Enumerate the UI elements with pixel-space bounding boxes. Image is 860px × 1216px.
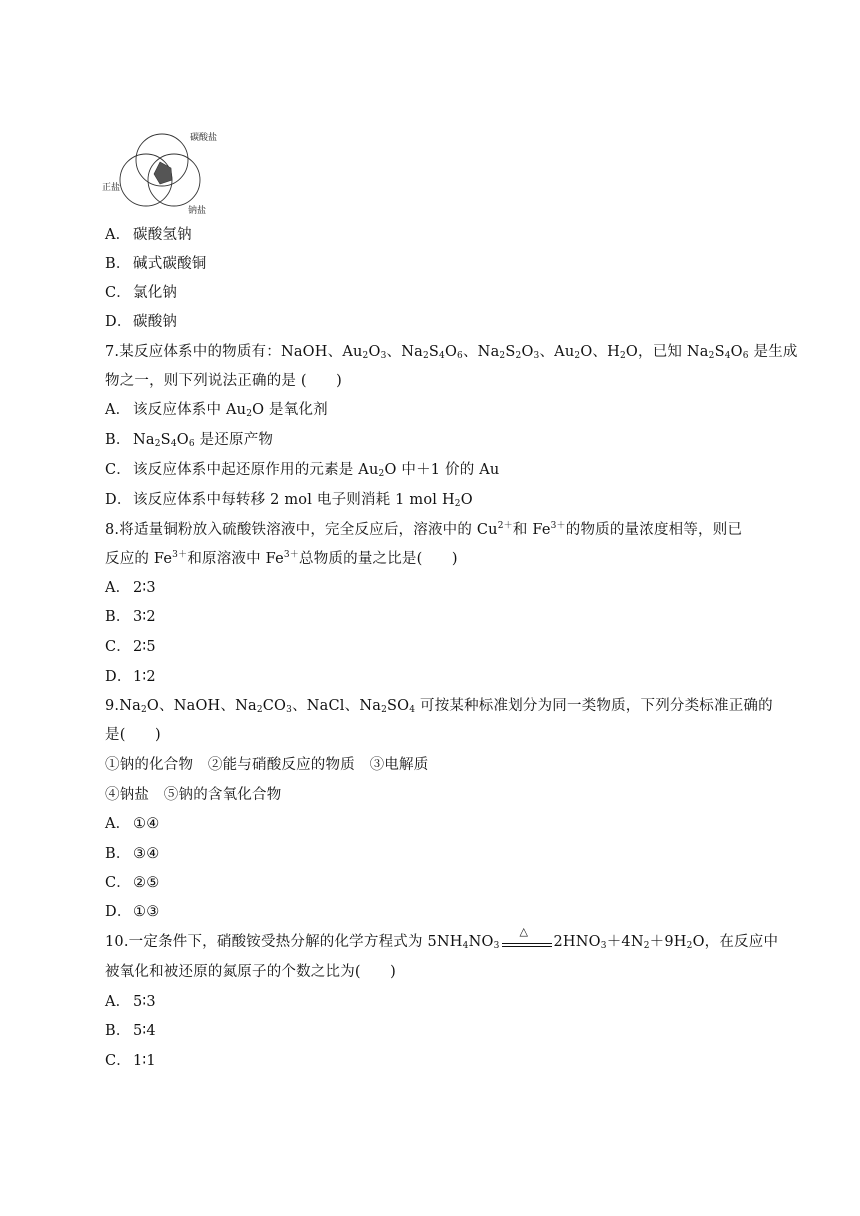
q9-stem-line2: 是( ) xyxy=(105,727,161,743)
q9-stem-line1: $9.Na_2O$、NaOH、$Na_2CO_3$、NaCl、$Na_2SO_4$ 可按某种标准划分为同一类物质，下列分类标准正确的 xyxy=(105,698,773,715)
venn-label-left: 正盐 xyxy=(102,183,121,193)
q7-option-b: B． $Na_2S_4O_6$ 是还原产物 xyxy=(105,432,274,449)
q9-option-a: A． ①④ xyxy=(105,816,160,832)
q10-option-b: B． 5∶4 xyxy=(105,1023,156,1039)
q7-stem-line2: 物之一，则下列说法正确的是 ( ) xyxy=(105,373,343,389)
venn-circle-sodium-salt xyxy=(148,154,200,206)
q10-option-a: A． 5∶3 xyxy=(105,994,156,1010)
q8-stem-line2: 反应的 $Fe^{3+}$和原溶液中 $Fe^{3+}$总物质的量之比是( ) xyxy=(105,550,458,567)
q10-stem-line2: 被氧化和被还原的氮原子的个数之比为( ) xyxy=(105,964,397,980)
q9-criteria-line1: ①钠的化合物 ②能与硝酸反应的物质 ③电解质 xyxy=(105,757,429,773)
venn-label-bottom: 钠盐 xyxy=(188,206,207,216)
q8-option-c: C． 2∶5 xyxy=(105,639,156,655)
q9-option-b: B． ③④ xyxy=(105,846,160,862)
q6-option-d: D．碳酸钠 xyxy=(105,314,178,330)
venn-label-top: 碳酸盐 xyxy=(190,133,218,143)
q9-option-c: C． ②⑤ xyxy=(105,875,160,891)
q7-option-a: A． 该反应体系中 $Au_2O$ 是氧化剂 xyxy=(105,402,328,419)
q6-option-c: C． 氯化钠 xyxy=(105,285,178,301)
q8-option-a: A． 2∶3 xyxy=(105,580,156,596)
heat-triangle-icon: △ xyxy=(519,925,529,938)
q7-option-c: C． 该反应体系中起还原作用的元素是 $Au_2O$ 中＋1 价的 Au xyxy=(105,462,500,479)
q10-option-c: C． 1∶1 xyxy=(105,1053,156,1069)
q9-option-d: D．①③ xyxy=(105,904,160,920)
q6-option-a: A． 碳酸氢钠 xyxy=(105,227,192,243)
q9-criteria-line2: ④钠盐 ⑤钠的含氧化合物 xyxy=(105,787,282,803)
venn-shaded-intersection xyxy=(154,162,172,184)
q8-option-d: D．1∶2 xyxy=(105,669,156,685)
q8-stem-line1: 8.将适量铜粉放入硫酸铁溶液中，完全反应后，溶液中的 $Cu^{2+}$和 $Fe^{3+}$的物质的量浓度相等，则已 xyxy=(105,521,743,538)
q7-option-d: D．该反应体系中每转移 2 mol 电子则消耗 1 mol $H_2O$ xyxy=(105,492,473,509)
q10-stem-line1: 10.一定条件下，硝酸铵受热分解的化学方程式为 $5NH_4NO_3$ △ $2HNO_3+4N_2+9H_2O$，在反应中 xyxy=(105,932,778,952)
q8-option-b: B． 3∶2 xyxy=(105,609,156,625)
q7-stem-line1: 7.某反应体系中的物质有：NaOH、$Au_2O_3$、$Na_2S_4O_6$、$Na_2S_2O_3$、$Au_2O$、$H_2O$，已知 $Na_2S_4O_6$ 是生成 xyxy=(105,344,798,361)
heat-reaction-arrow xyxy=(502,925,552,948)
venn-diagram xyxy=(100,128,224,218)
q6-option-b: B． 碱式碳酸铜 xyxy=(105,256,207,272)
